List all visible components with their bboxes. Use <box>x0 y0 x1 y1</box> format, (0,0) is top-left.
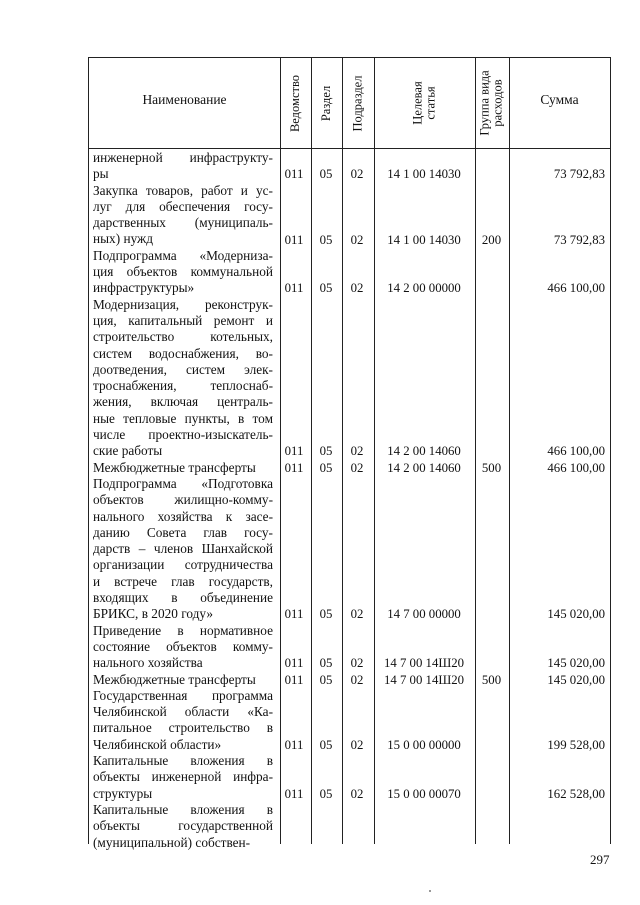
row-summa: 145 020,00 <box>547 656 605 671</box>
row-name-line: инфраструктуры» <box>93 280 195 296</box>
row-summa: 73 792,83 <box>553 167 605 182</box>
row-name-line: ция объектов коммунальной <box>93 264 273 280</box>
row-summa: 162 528,00 <box>547 786 605 801</box>
row-vedomstvo: 011 <box>284 656 304 671</box>
row-celevaya: 14 1 00 14030 <box>387 167 461 182</box>
row-name-line: дарств – членов Шанхайской <box>93 541 273 557</box>
row-vedomstvo: 011 <box>284 607 304 622</box>
row-name-line: строительство котельных, <box>93 329 273 345</box>
row-razdel: 05 <box>319 444 333 459</box>
row-vedomstvo: 011 <box>284 460 304 475</box>
row-name <box>93 623 273 672</box>
row-name-line: Закупка товаров, работ и ус- <box>93 182 273 198</box>
header-celevaya-line2: статья <box>423 86 438 120</box>
row-celevaya: 14 2 00 14060 <box>387 460 461 475</box>
row-vedomstvo: 011 <box>284 444 304 459</box>
header-name: Наименование <box>142 92 227 107</box>
row-name-line: луг для обеспечения госу- <box>93 198 273 214</box>
row-razdel: 05 <box>319 281 333 296</box>
scan-speck <box>429 890 431 892</box>
row-razdel: 05 <box>319 167 333 182</box>
column-divider <box>475 58 476 844</box>
row-name <box>93 150 273 183</box>
row-podrazdel: 02 <box>350 281 364 296</box>
row-podrazdel: 02 <box>350 786 364 801</box>
row-summa: 466 100,00 <box>547 281 605 296</box>
header-podrazdel <box>342 58 374 148</box>
row-celevaya: 14 7 00 14Ш20 <box>383 656 465 671</box>
row-name-line: жения, включая централь- <box>93 394 273 410</box>
header-celevaya <box>374 58 475 148</box>
row-name <box>93 753 273 802</box>
row-name-line: питальное строительство в <box>93 720 273 736</box>
row-name-line: ры <box>93 166 109 182</box>
row-name-line: ция, капитальный ремонт и <box>93 312 273 328</box>
row-vedomstvo: 011 <box>284 737 304 752</box>
row-name-line: входящих в объединение <box>93 590 273 606</box>
row-gruppa: 200 <box>481 232 502 247</box>
row-name-line: дарственных (муниципаль- <box>93 215 273 231</box>
row-name-line: Подпрограмма «Модерниза- <box>93 247 273 263</box>
row-name-line: Межбюджетные трансферты <box>93 671 256 687</box>
row-summa: 73 792,83 <box>553 232 605 247</box>
header-gruppa-line1: Группа вида <box>478 70 493 136</box>
row-summa: 466 100,00 <box>547 444 605 459</box>
row-name <box>93 476 273 623</box>
row-name-line: ские работы <box>93 443 163 459</box>
row-name-line: БРИКС, в 2020 году» <box>93 606 213 622</box>
row-name-line: объекты инженерной инфра- <box>93 769 273 785</box>
header-celevaya-line1: Целевая <box>410 81 425 125</box>
header-vedomstvo <box>280 58 311 148</box>
row-name-line: (муниципальной) собствен- <box>93 834 251 850</box>
row-celevaya: 14 2 00 14060 <box>387 444 461 459</box>
row-summa: 466 100,00 <box>547 460 605 475</box>
row-name-line: нального хозяйства к засе- <box>93 508 273 524</box>
row-podrazdel: 02 <box>350 167 364 182</box>
row-podrazdel: 02 <box>350 232 364 247</box>
row-name-line: Челябинской области» <box>93 736 222 752</box>
row-name <box>93 297 273 460</box>
row-razdel: 05 <box>319 460 333 475</box>
row-vedomstvo: 011 <box>284 672 304 687</box>
row-name <box>93 248 273 297</box>
row-name-line: Подпрограмма «Подготовка <box>93 476 273 491</box>
header-gruppa-line2: расходов <box>491 79 506 127</box>
header-razdel <box>311 58 342 148</box>
row-razdel: 05 <box>319 786 333 801</box>
row-name-line: систем водоснабжения, во- <box>93 345 273 361</box>
row-name-line: объектов жилищно-комму- <box>93 492 273 508</box>
row-name-line: доотведения, систем элек- <box>93 361 273 377</box>
row-razdel: 05 <box>319 656 333 671</box>
row-name-line: состояние объектов комму- <box>93 638 273 654</box>
header-vedomstvo-label: Ведомство <box>288 74 302 132</box>
header-gruppa <box>475 58 509 148</box>
header-razdel-label: Раздел <box>319 85 334 121</box>
row-celevaya: 15 0 00 00000 <box>387 737 461 752</box>
row-name-line: организации сотрудничества <box>93 557 273 573</box>
row-name-line: нального хозяйства <box>93 655 203 671</box>
header-podrazdel-label: Подраздел <box>350 75 365 131</box>
row-name-line: Челябинской области «Ка- <box>93 704 273 720</box>
row-name-line: структуры <box>93 785 153 801</box>
row-vedomstvo: 011 <box>284 232 304 247</box>
row-celevaya: 14 7 00 14Ш20 <box>383 672 465 687</box>
row-gruppa: 500 <box>481 460 502 475</box>
header-gruppa-label <box>479 70 505 135</box>
row-podrazdel: 02 <box>350 607 364 622</box>
row-name-line: Капитальные вложения в <box>93 802 273 817</box>
row-name-line: и встрече глав государств, <box>93 573 273 589</box>
row-name-line: инженерной инфраструкту- <box>93 150 273 165</box>
row-name <box>93 688 273 753</box>
header-summa: Сумма <box>540 92 579 107</box>
row-vedomstvo: 011 <box>284 167 304 182</box>
row-razdel: 05 <box>319 672 333 687</box>
row-name-line: Межбюджетные трансферты <box>93 459 256 475</box>
row-podrazdel: 02 <box>350 460 364 475</box>
row-summa: 145 020,00 <box>547 607 605 622</box>
row-name-line: объекты государственной <box>93 818 273 834</box>
row-summa: 145 020,00 <box>547 672 605 687</box>
row-name-line: числе проектно-изыскатель- <box>93 427 273 443</box>
row-podrazdel: 02 <box>350 444 364 459</box>
row-razdel: 05 <box>319 232 333 247</box>
row-summa: 199 528,00 <box>547 737 605 752</box>
page-number: 297 <box>590 852 610 867</box>
row-name-line: Модернизация, реконструк- <box>93 296 273 312</box>
row-name <box>93 460 273 476</box>
row-razdel: 05 <box>319 737 333 752</box>
row-podrazdel: 02 <box>350 656 364 671</box>
header-celevaya-label <box>412 81 438 124</box>
row-gruppa: 500 <box>481 672 502 687</box>
row-celevaya: 15 0 00 00070 <box>387 786 461 801</box>
row-name-line: данию Совета глав госу- <box>93 524 273 540</box>
row-name <box>93 802 273 851</box>
row-podrazdel: 02 <box>350 737 364 752</box>
row-name-line: ных) нужд <box>93 231 153 247</box>
row-vedomstvo: 011 <box>284 786 304 801</box>
row-name <box>93 672 273 688</box>
row-celevaya: 14 7 00 00000 <box>387 607 461 622</box>
row-celevaya: 14 1 00 14030 <box>387 232 461 247</box>
row-razdel: 05 <box>319 607 333 622</box>
row-name-line: Капитальные вложения в <box>93 753 273 769</box>
row-podrazdel: 02 <box>350 672 364 687</box>
row-name-line: троснабжения, теплоснаб- <box>93 378 273 394</box>
row-name-line: Государственная программа <box>93 687 273 703</box>
row-vedomstvo: 011 <box>284 281 304 296</box>
row-name <box>93 183 273 248</box>
row-name-line: Приведение в нормативное <box>93 622 273 638</box>
table-header <box>89 58 610 149</box>
row-name-line: ные тепловые пункты, в том <box>93 410 273 426</box>
row-celevaya: 14 2 00 00000 <box>387 281 461 296</box>
budget-table <box>88 57 611 850</box>
